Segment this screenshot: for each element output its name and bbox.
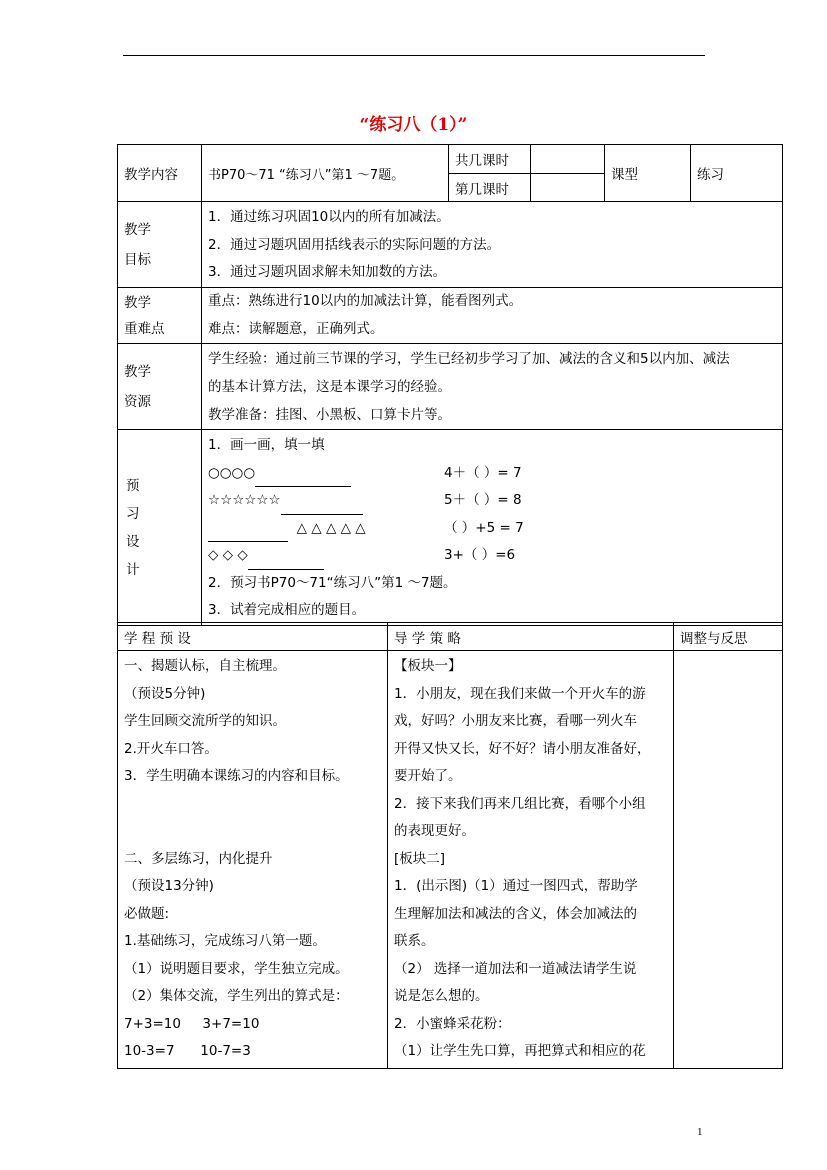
process-col2: [388, 651, 674, 1069]
strategy-line: （2） 选择一道加法和一道减法请学生说: [394, 960, 637, 977]
page-number: 1: [697, 1126, 703, 1138]
process-line: 3．学生明确本课练习的内容和目标。: [124, 768, 349, 784]
type-value: 练习: [691, 145, 783, 202]
strategy-line: 联系。: [394, 933, 435, 949]
strategy-line: 生理解加法和减法的含义，体会加减法的: [394, 905, 637, 922]
preview-equation: （ ）+5 = 7: [444, 519, 524, 536]
strategy-line: 【板块一】: [394, 658, 462, 674]
total-hours-label: 共几课时: [449, 145, 531, 174]
strategy-line: 的表现更好。: [394, 823, 475, 839]
process-line: 二、多层练习，内化提升: [124, 850, 273, 867]
strategy-line: （1）让学生先口算，再把算式和相应的花: [394, 1043, 646, 1059]
goal-item: 3．通过习题巩固求解未知加数的方法。: [208, 264, 447, 280]
difficulty-label-2: 重难点: [124, 320, 165, 337]
resources-label: [118, 344, 202, 430]
resources-item: 的基本计算方法，这是本课学习的经验。: [208, 379, 451, 395]
preview-shapes: ◇ ◇ ◇: [208, 547, 248, 563]
preview-shapes: △ △ △ △ △: [296, 519, 366, 536]
preview-label-char: 计: [126, 561, 140, 578]
preview-equation: 5＋（ ）= 8: [444, 492, 522, 508]
page-title: “练习八（1）”: [359, 115, 468, 135]
preview-content: [202, 430, 783, 626]
process-col1: [118, 651, 388, 1069]
resources-label-2: 资源: [124, 393, 151, 410]
difficulty-item: 难点：读解题意，正确列式。: [208, 320, 384, 337]
resources-label-1: 教学: [124, 363, 151, 380]
total-hours-value: [531, 145, 605, 174]
preview-item: 3．试着完成相应的题目。: [208, 602, 366, 618]
type-label: 课型: [605, 145, 691, 202]
process-line: （预设5分钟): [124, 685, 206, 702]
goal-item: 1．通过练习巩固10以内的所有加减法。: [208, 209, 450, 225]
process-line: （2）集体交流，学生列出的算式是：: [124, 988, 349, 1004]
resources-item: 教学准备：挂图、小黑板、口算卡片等。: [208, 407, 451, 423]
process-col3: [674, 651, 783, 1069]
process-line: 必做题:: [124, 905, 170, 922]
which-hour-value: [531, 174, 605, 202]
strategy-line: 要开始了。: [394, 768, 462, 784]
answer-blank: [255, 470, 351, 487]
preview-label: [118, 430, 202, 626]
process-line: （1）说明题目要求，学生独立完成。: [124, 960, 349, 977]
difficulty-content: [202, 288, 783, 344]
content-label: 教学内容: [118, 145, 202, 202]
process-header-2: 导 学 策 略: [388, 623, 674, 651]
strategy-line: 1．小朋友，现在我们来做一个开火车的游: [394, 685, 646, 702]
process-line: [124, 791, 381, 819]
preview-label-char: 设: [126, 533, 140, 550]
header-rule: [123, 55, 705, 56]
strategy-line: [板块二]: [394, 850, 446, 867]
which-hour-label: 第几课时: [449, 174, 531, 202]
goals-label-1: 教学: [124, 221, 151, 238]
strategy-line: 2．接下来我们再来几组比赛，看哪个小组: [394, 795, 646, 812]
strategy-line: 戏，好吗？小朋友来比赛，看哪一列火车: [394, 713, 637, 729]
preview-label-char: 习: [126, 505, 140, 522]
answer-blank: [281, 498, 363, 515]
strategy-line: 说是怎么想的。: [394, 988, 489, 1004]
strategy-line: 1．(出示图)（1）通过一图四式，帮助学: [394, 878, 638, 894]
process-line: 1.基础练习，完成练习八第一题。: [124, 933, 326, 949]
process-line: 10-3=7 10-7=3: [124, 1043, 251, 1059]
resources-item: 学生经验：通过前三节课的学习，学生已经初步学习了加、减法的含义和5以内加、减法: [208, 351, 730, 367]
preview-item: 2．预习书P70～71“练习八”第1 ～7题。: [208, 574, 457, 591]
preview-equation: 3+（ ）=6: [444, 547, 516, 563]
preview-heading: 1．画一画，填一填: [208, 437, 325, 453]
preview-shapes: ☆☆☆☆☆☆: [208, 492, 281, 508]
preview-row: [208, 487, 776, 515]
difficulty-label-1: 教学: [124, 294, 151, 311]
answer-blank: [208, 525, 288, 542]
preview-row: [208, 515, 776, 543]
process-line: 2.开火车口答。: [124, 740, 218, 757]
process-header-1: 学 程 预 设: [118, 623, 388, 651]
process-line: （预设13分钟): [124, 878, 214, 894]
preview-equation: 4＋（ ）= 7: [444, 464, 522, 481]
preview-row: [208, 542, 776, 570]
preview-row: [208, 460, 776, 488]
resources-content: [202, 344, 783, 430]
strategy-line: 2．小蜜蜂采花粉：: [394, 1015, 511, 1032]
content-value: 书P70～71 “练习八”第1 ～7题。: [202, 145, 449, 202]
answer-blank: [248, 553, 324, 570]
difficulty-label: [118, 288, 202, 344]
strategy-line: 开得又快又长，好不好？请小朋友准备好，: [394, 740, 651, 757]
preview-shapes: ○○○○: [208, 464, 256, 481]
difficulty-item: 重点：熟练进行10以内的加减法计算，能看图列式。: [208, 293, 523, 309]
goals-label-2: 目标: [124, 251, 151, 268]
lesson-process-table: [117, 622, 783, 1069]
process-line: 一、揭题认标，自主梳理。: [124, 658, 286, 674]
goals-content: [202, 202, 783, 288]
process-line: 7+3=10 3+7=10: [124, 1015, 260, 1032]
goal-item: 2．通过习题巩固用括线表示的实际问题的方法。: [208, 236, 501, 253]
process-header-3: 调整与反思: [674, 623, 783, 651]
lesson-info-table: [117, 144, 783, 626]
goals-label: [118, 202, 202, 288]
process-line: 学生回顾交流所学的知识。: [124, 713, 286, 729]
preview-label-char: 预: [126, 477, 140, 494]
process-line: [124, 818, 381, 846]
